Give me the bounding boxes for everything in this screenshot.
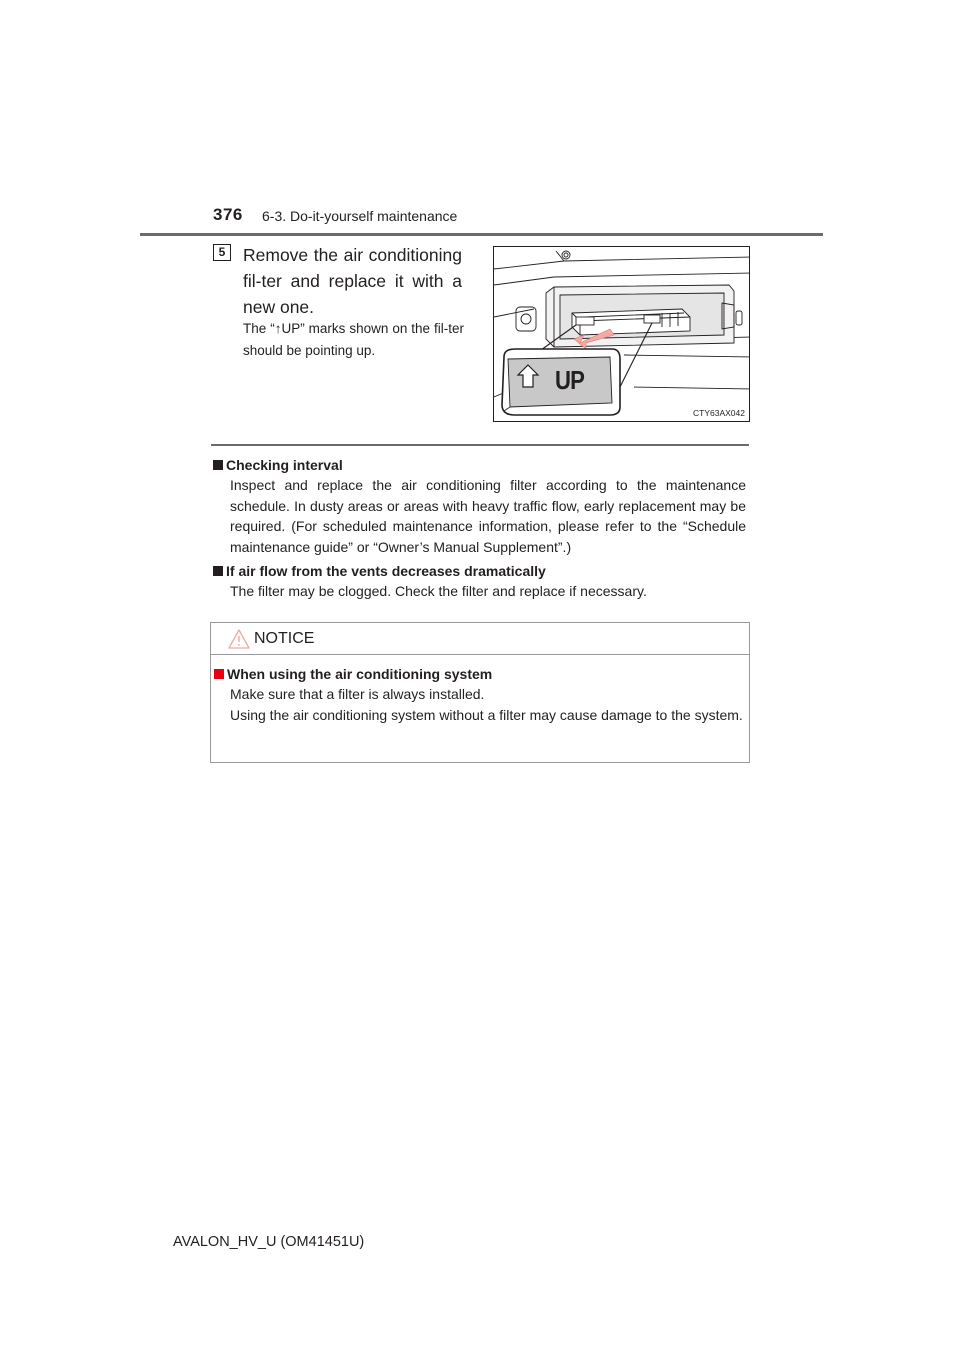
section-title: 6-3. Do-it-yourself maintenance bbox=[262, 208, 458, 224]
bullet-square-icon bbox=[213, 460, 223, 470]
notice-box bbox=[210, 622, 750, 763]
info-heading: Checking interval bbox=[213, 455, 746, 475]
info-body: Inspect and replace the air conditioning filter according to the maintenance schedule. In dusty areas or areas with heavy traffic flow, early replacement may be required. (For scheduled maintenance information, please refer to the “Schedule maintenance guide” or “Owner’s Manual Supplement”.) bbox=[230, 477, 746, 555]
filter-drawing bbox=[494, 247, 750, 422]
section-rule bbox=[211, 444, 749, 446]
info-checking-interval bbox=[213, 455, 746, 557]
step-instruction: Remove the air conditioning fil-ter and replace it with a new one. bbox=[243, 245, 462, 317]
notice-line: Using the air conditioning system without a filter may cause damage to the system. bbox=[230, 706, 743, 723]
notice-title: NOTICE bbox=[254, 630, 315, 647]
document-id: AVALON_HV_U (OM41451U) bbox=[173, 1234, 365, 1250]
header-rule bbox=[140, 233, 823, 236]
bullet-square-icon bbox=[214, 669, 224, 679]
warning-triangle-icon bbox=[228, 629, 250, 649]
step-note: The “↑UP” marks shown on the fil-ter should be pointing up. bbox=[243, 321, 464, 358]
info-air-flow bbox=[213, 561, 746, 602]
figure-code: CTY63AX042 bbox=[693, 408, 745, 418]
info-body: The filter may be clogged. Check the filter and replace if necessary. bbox=[230, 583, 647, 599]
page-number: 376 bbox=[213, 205, 243, 224]
bullet-square-icon bbox=[213, 566, 223, 576]
filter-illustration bbox=[493, 246, 750, 422]
up-mark-label: UP bbox=[555, 365, 585, 395]
info-heading: If air flow from the vents decreases dramatically bbox=[213, 561, 746, 581]
notice-header bbox=[211, 623, 749, 655]
notice-heading: When using the air conditioning system bbox=[214, 664, 744, 684]
notice-line: Make sure that a filter is always installed. bbox=[230, 686, 485, 702]
notice-content bbox=[214, 664, 744, 725]
step-number-badge: 5 bbox=[213, 244, 231, 261]
